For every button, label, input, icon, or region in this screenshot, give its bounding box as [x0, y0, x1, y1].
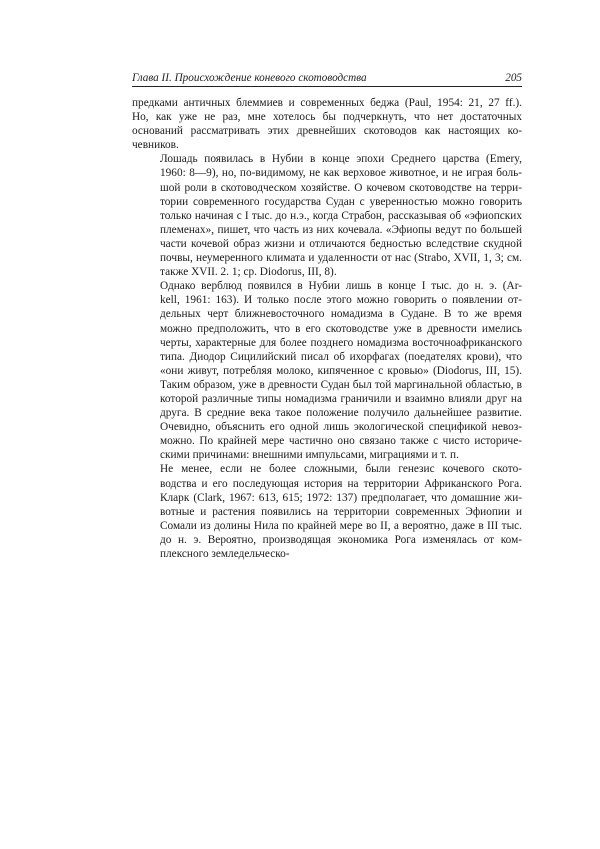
text-line: можно. По крайней мере частично оно связано также с чисто историче-: [160, 435, 522, 448]
paragraph: [132, 279, 522, 462]
text-line: Таким образом, уже в древности Судан был той маргинальной областью, в: [160, 378, 522, 391]
text-line: 1960: 8—9), но, по-видимому, не как верховое животное, и не играя боль-: [160, 167, 522, 180]
text-line: предками античных блеммиев и современных беджа (Paul, 1954: 21, 27 ff.).: [132, 97, 522, 109]
text-line: «они живут, потребляя молоко, кипяченное с кровью» (Diodorus, III, 15).: [160, 364, 522, 377]
paragraph: [132, 96, 522, 152]
text-line: скими причинами: внешними импульсами, миграциями и т. п.: [160, 449, 459, 462]
text-line: Сомали из долины Нила по крайней мере во II, а вероятно, даже в III тыс.: [160, 519, 522, 532]
document-page: [132, 72, 522, 561]
text-line: также XVII. 2. 1; ср. Diodorus, III, 8).: [160, 266, 337, 279]
running-head: [132, 72, 522, 87]
text-line: друга. В средние века такое положение получило дальнейшее развитие.: [160, 407, 522, 420]
text-line: которой различные типы номадизма граничили и взаимно влияли друг на: [160, 392, 522, 405]
text-line: вотные и растения появились на территории современных Эфиопии и: [160, 505, 522, 518]
text-line: типа. Диодор Сицилийский писал об ихорфагах (поедателях крови), что: [160, 350, 522, 363]
body-text: [132, 96, 522, 561]
text-line: только начиная с I тыс. до н.э., когда Страбон, рассказывая об «эфиопских: [160, 209, 522, 222]
text-line: плексного земледельческо-: [160, 548, 290, 560]
page-number: 205: [505, 72, 522, 84]
text-line: почвы, неумеренного климата и удаленности от нас (Strabo, XVII, 1, 3; см.: [160, 252, 522, 265]
text-line: шой роли в скотоводческом хозяйстве. О кочевом скотоводстве на терри-: [160, 181, 522, 194]
text-line: Не менее, если не более сложными, были генезис кочевого ското-: [160, 463, 522, 476]
text-line: тории современного государства Судан с уверенностью можно говорить: [160, 195, 522, 208]
text-line: Кларк (Clark, 1967: 613, 615; 1972: 137) предполагает, что домашние жи-: [160, 491, 522, 504]
text-line: до н. э. Вероятно, производящая экономика Рога изменялась от ком-: [160, 533, 522, 546]
text-line: Лошадь появилась в Нубии в конце эпохи Среднего царства (Emery,: [160, 153, 522, 166]
text-line: оснований рассматривать этих древнейших скотоводов как настоящих ко-: [132, 125, 522, 138]
text-line: водства и его последующая история на территории Африканского Рога.: [160, 477, 522, 490]
text-line: Но, как уже не раз, мне хотелось бы подчеркнуть, что нет достаточных: [132, 111, 522, 124]
chapter-title: Глава II. Происхождение коневого скотоводства: [132, 72, 367, 84]
text-line: можно предположить, что в его скотоводстве уже в древности имелись: [160, 322, 522, 335]
text-line: черты, характерные для более позднего номадизма восточноафриканского: [160, 336, 522, 349]
text-line: дельных черт ближневосточного номадизма в Судане. В то же время: [160, 308, 522, 321]
text-line: части кочевой образ жизни и отличаются бедностью вследствие скудной: [160, 237, 522, 250]
paragraph: [132, 462, 522, 561]
text-line: kell, 1961: 163). И только после этого можно говорить о появлении от-: [160, 294, 522, 307]
text-line: Очевидно, объяснить его одной лишь экологической спецификой невоз-: [160, 421, 522, 434]
text-line: племенах», пишет, что часть из них кочевала. «Эфиопы ведут по большей: [160, 223, 522, 236]
paragraph: [132, 152, 522, 279]
text-line: Однако верблюд появился в Нубии лишь в конце I тыс. до н. э. (Ar-: [160, 280, 522, 293]
text-line: чевников.: [132, 139, 179, 152]
